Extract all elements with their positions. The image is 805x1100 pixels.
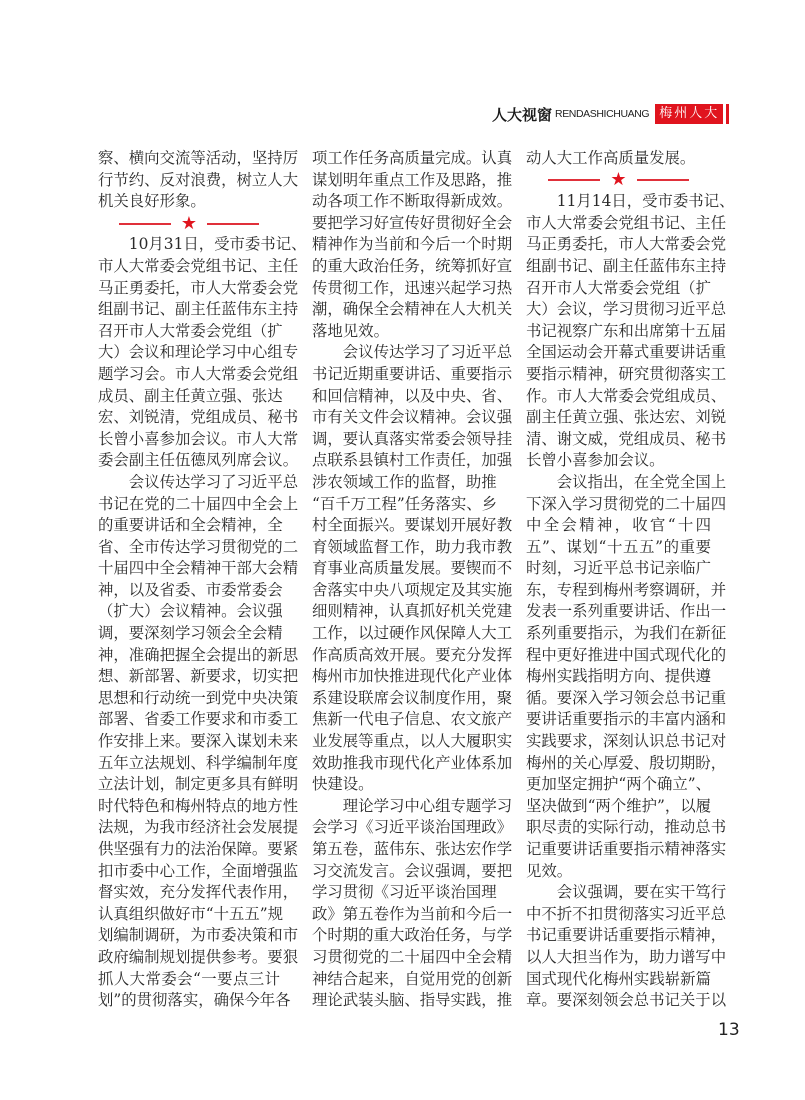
divider-rule-left: [119, 223, 171, 225]
text-line: 省、全市传达学习贯彻党的二: [98, 537, 299, 556]
section-title-cn: 人大视窗: [492, 105, 553, 124]
article-column-1: [98, 148, 307, 1012]
text-line: 要讲话重要指示的丰富内涵和: [526, 710, 727, 729]
text-line: 梅州实践指明方向、提供遵: [526, 667, 711, 686]
text-line: 十届四中全会精神干部大会精: [98, 559, 299, 578]
text-line: 学习贯彻《习近平谈治国理: [312, 883, 497, 902]
text-line: 政府编制规划提供参考。要狠: [98, 947, 299, 966]
text-line: 组副书记、副主任蓝伟东主持: [526, 256, 727, 275]
text-line: 习贯彻党的二十届四中全会精: [312, 947, 513, 966]
text-line: 的重大政治任务，统筹抓好宣: [312, 256, 513, 275]
text-line: 见效。: [526, 861, 573, 880]
text-line: 东，专程到梅州考察调研，并: [526, 580, 727, 599]
text-line: 书记视察广东和出席第十五届: [526, 321, 727, 340]
text-line: 神，以及省委、市委常委会: [98, 580, 283, 599]
text-line: 部署、省委工作要求和市委工: [98, 710, 299, 729]
text-line: 育领域监督工作，助力我市教: [312, 537, 513, 556]
text-line: 要把学习好宣传好贯彻好全会: [312, 213, 513, 232]
text-line: 想、新部署、新要求，切实把: [98, 667, 299, 686]
text-line: （扩大）会议精神。会议强: [98, 602, 283, 621]
article-column-2: [312, 148, 513, 1012]
publication-logo: 梅州人大: [655, 104, 723, 124]
text-line: 中全会精神，收官“十四: [526, 516, 711, 535]
text-line: 成员、副主任黄立强、张达: [98, 386, 283, 405]
text-line: 中不折不扣贯彻落实习近平总: [526, 904, 727, 923]
text-line: 涉农领域工作的监督，助推: [312, 472, 497, 491]
text-line: 调，要深刻学习领会全会精: [98, 624, 283, 643]
text-line: 梅州市加快推进现代化产业体: [312, 667, 513, 686]
text-line: 划编制调研，为市委决策和市: [98, 926, 299, 945]
text-line: 下深入学习贯彻党的二十届四: [526, 494, 727, 513]
section-title-en: RENDASHICHUANG: [555, 108, 650, 120]
logo-accent-bar: [726, 104, 729, 124]
text-line: 作高质高效开展。要充分发挥: [312, 645, 513, 664]
text-line: 快建设。: [312, 775, 374, 794]
text-line: 细则精神，认真抓好机关党建: [312, 602, 513, 621]
text-line: 传贯彻工作，迅速兴起学习热: [312, 278, 513, 297]
text-line: 委会副主任伍德凤列席会议。: [98, 451, 299, 470]
text-line: 副主任黄立强、张达宏、刘锐: [526, 408, 727, 427]
text-line: 长曾小喜参加会议。市人大常: [98, 429, 299, 448]
text-line: 系建设联席会议制度作用，聚: [312, 688, 513, 707]
section-divider: [98, 213, 280, 235]
text-line: 理论学习中心组专题学习: [342, 796, 513, 815]
text-line: 题学习会。市人大常委会党组: [98, 364, 299, 383]
text-line: 潮，确保全会精神在人大机关: [312, 300, 513, 319]
text-line: 马正勇委托，市人大常委会党: [526, 235, 727, 254]
text-line: 市人大常委会党组书记、主任: [98, 256, 299, 275]
text-line: 法规，为我市经济社会发展提: [98, 818, 299, 837]
text-line: 的重要讲话和全会精神，全: [98, 516, 283, 535]
text-line: 育事业高质量发展。要锲而不: [312, 559, 513, 578]
text-line: 11月14日，受市委书记、: [556, 192, 735, 211]
text-line: 焦新一代电子信息、农文旅产: [312, 710, 513, 729]
text-line: 会学习《习近平谈治国理政》: [312, 818, 513, 837]
text-line: 调，要认真落实常委会领导挂: [312, 429, 513, 448]
text-line: 市人大常委会党组书记、主任: [526, 213, 727, 232]
text-line: 和回信精神，以及中央、省、: [312, 386, 513, 405]
text-line: 思想和行动统一到党中央决策: [98, 688, 299, 707]
text-line: 以人大担当作为，助力谱写中: [526, 947, 727, 966]
divider-rule-right: [207, 223, 259, 225]
text-line: 效助推我市现代化产业体系加: [312, 753, 513, 772]
text-line: 作。市人大常委会党组成员、: [526, 386, 727, 405]
text-line: 实践要求，深刻认识总书记对: [526, 732, 727, 751]
text-line: 舍落实中央八项规定及其实施: [312, 580, 513, 599]
text-line: 记重要讲话重要指示精神落实: [526, 840, 727, 858]
text-line: 动各项工作不断取得新成效。: [312, 192, 513, 211]
text-line: 大）会议和理论学习中心组专: [98, 343, 299, 362]
text-line: 10月31日，受市委书记、: [128, 235, 307, 254]
text-line: 动人大工作高质量发展。: [526, 149, 696, 167]
text-line: “百千万工程”任务落实、乡: [312, 494, 498, 513]
text-line: 划”的贯彻落实，确保今年各: [98, 991, 291, 1010]
text-line: 召开市人大常委会党组（扩: [98, 321, 283, 340]
text-line: 时代特色和梅州特点的地方性: [98, 796, 299, 815]
text-line: 第五卷，蓝伟东、张达宏作学: [312, 840, 513, 858]
text-line: 立法计划，制定更多具有鲜明: [98, 775, 299, 794]
divider-rule-left: [548, 179, 600, 181]
text-line: 会议指出，在全党全国上: [556, 472, 727, 491]
text-line: 国式现代化梅州实践崭新篇: [526, 969, 711, 988]
text-line: 发表一系列重要讲话、作出一: [526, 602, 727, 621]
text-line: 认真组织做好市“十五五”规: [98, 904, 284, 923]
text-line: 神，准确把握全会提出的新思: [98, 645, 299, 664]
text-line: 召开市人大常委会党组（扩: [526, 278, 711, 297]
text-line: 供坚强有力的法治保障。要紧: [98, 840, 299, 858]
article-column-3: [526, 148, 735, 1012]
text-line: 全国运动会开幕式重要讲话重: [526, 343, 727, 362]
text-line: 业发展等重点，以人大履职实: [312, 732, 513, 751]
text-line: 程中更好推进中国式现代化的: [526, 645, 727, 664]
text-line: 村全面振兴。要谋划开展好教: [312, 516, 513, 535]
text-line: 督实效，充分发挥代表作用，: [98, 883, 299, 902]
text-line: 马正勇委托，市人大常委会党: [98, 278, 299, 297]
text-line: 长曾小喜参加会议。: [526, 451, 665, 470]
text-line: 点联系县镇村工作责任，加强: [312, 451, 513, 470]
page-number: 13: [718, 1020, 740, 1040]
text-line: 更加坚定拥护“两个确立”、: [526, 775, 712, 794]
text-line: 职尽责的实际行动，推动总书: [526, 818, 727, 837]
text-line: 政》第五卷作为当前和今后一: [312, 904, 513, 923]
text-line: 会议强调，要在实干笃行: [556, 883, 727, 902]
text-line: 书记重要讲话重要指示精神，: [526, 926, 727, 945]
text-line: 抓人大常委会“一要点三计: [98, 969, 280, 988]
text-line: 要指示精神，研究贯彻落实工: [526, 364, 727, 383]
text-line: 神结合起来，自觉用党的创新: [312, 969, 513, 988]
text-line: 章。要深刻领会总书记关于以: [526, 991, 727, 1010]
text-line: 行节约、反对浪费，树立人大: [98, 170, 299, 189]
text-line: 五年立法规划、科学编制年度: [98, 753, 299, 772]
text-line: 项工作任务高质量完成。认真: [312, 149, 513, 167]
text-line: 循。要深入学习领会总书记重: [526, 688, 727, 707]
text-line: 会议传达学习了习近平总: [128, 472, 299, 491]
text-line: 梅州的关心厚爱、殷切期盼，: [526, 753, 727, 772]
text-line: 大）会议，学习贯彻习近平总: [526, 300, 727, 319]
text-line: 系列重要指示，为我们在新征: [526, 624, 727, 643]
text-line: 时刻，习近平总书记亲临广: [526, 559, 711, 578]
section-header: [492, 103, 729, 125]
text-line: 落地见效。: [312, 321, 389, 340]
text-line: 察、横向交流等活动，坚持厉: [98, 149, 299, 167]
text-line: 习交流发言。会议强调，要把: [312, 861, 513, 880]
star-icon: ★: [180, 212, 198, 234]
text-line: 谋划明年重点工作及思路，推: [312, 170, 513, 189]
text-line: 理论武装头脑、指导实践，推: [312, 991, 513, 1010]
text-line: 扣市委中心工作，全面增强监: [98, 861, 299, 880]
text-line: 市有关文件会议精神。会议强: [312, 408, 513, 427]
section-divider: [526, 170, 711, 192]
text-line: 作安排上来。要深入谋划未来: [98, 732, 299, 751]
text-line: 会议传达学习了习近平总: [342, 343, 513, 362]
text-line: 机关良好形象。: [98, 192, 206, 211]
text-line: 个时期的重大政治任务，与学: [312, 926, 513, 945]
text-line: 书记在党的二十届四中全会上: [98, 494, 299, 513]
text-line: 精神作为当前和今后一个时期: [312, 235, 513, 254]
text-line: 坚决做到“两个维护”，以履: [526, 796, 712, 815]
text-line: 工作，以过硬作风保障人大工: [312, 624, 513, 643]
text-line: 清、谢文威，党组成员、秘书: [526, 429, 727, 448]
text-line: 组副书记、副主任蓝伟东主持: [98, 300, 299, 319]
text-line: 宏、刘锐清，党组成员、秘书: [98, 408, 299, 427]
text-line: 书记近期重要讲话、重要指示: [312, 364, 513, 383]
text-line: 五”、谋划“十五五”的重要: [526, 537, 711, 556]
star-icon: ★: [610, 169, 627, 191]
divider-rule-right: [637, 179, 689, 181]
